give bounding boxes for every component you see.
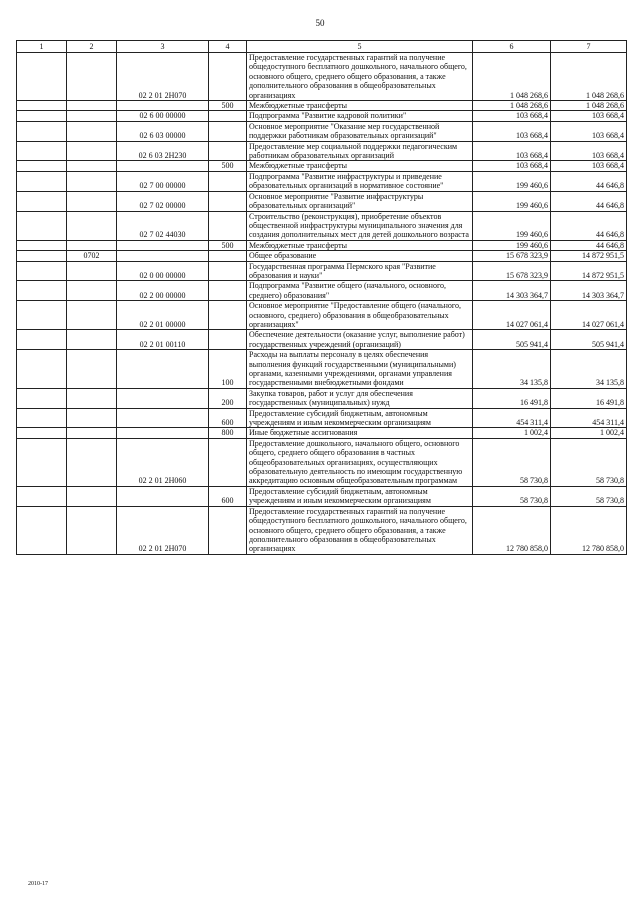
amount-col6-cell: 12 780 858,0: [473, 506, 551, 554]
empty-cell: [17, 281, 67, 301]
table-row: [17, 330, 627, 350]
amount-col6-cell: 1 048 268,6: [473, 53, 551, 101]
expense-type-cell: 800: [209, 428, 247, 438]
amount-col7-cell: 454 311,4: [551, 408, 627, 428]
section-code-cell: [67, 191, 117, 211]
section-code-cell: [67, 240, 117, 250]
target-article-cell: [117, 101, 209, 111]
name-cell: Предоставление дошкольного, начального общего, основного общего, среднего общего образования в частных общеобразовательных организациях, осуществляющих образовательную деятельность по имеющим государственную аккредитацию основным общеобразовательным программам: [247, 438, 473, 486]
amount-col6-cell: 58 730,8: [473, 438, 551, 486]
table-row: [17, 53, 627, 101]
table-row: [17, 121, 627, 141]
section-code-cell: [67, 330, 117, 350]
target-article-cell: 02 7 02 44030: [117, 211, 209, 240]
expense-type-cell: [209, 301, 247, 330]
expense-type-cell: [209, 281, 247, 301]
name-cell: Основное мероприятие "Предоставление общего (начального, основного, среднего) образования в общеобразовательных организациях": [247, 301, 473, 330]
expense-type-cell: [209, 121, 247, 141]
section-code-cell: [67, 506, 117, 554]
name-cell: Расходы на выплаты персоналу в целях обеспечения выполнения функций государственными (муниципальными) органами, казенными учреждениями, органами управления государственными внебюджетными фондами: [247, 350, 473, 389]
target-article-cell: 02 2 00 00000: [117, 281, 209, 301]
amount-col7-cell: 34 135,8: [551, 350, 627, 389]
target-article-cell: [117, 486, 209, 506]
amount-col6-cell: 58 730,8: [473, 486, 551, 506]
amount-col7-cell: 14 872 951,5: [551, 261, 627, 281]
empty-cell: [17, 350, 67, 389]
footer-code: 2010-17: [28, 881, 48, 887]
column-header: 2: [67, 41, 117, 53]
amount-col6-cell: 14 303 364,7: [473, 281, 551, 301]
name-cell: Подпрограмма "Развитие инфраструктуры и приведение образовательных организаций в нормативное состояние": [247, 171, 473, 191]
target-article-cell: [117, 388, 209, 408]
expense-type-cell: [209, 211, 247, 240]
amount-col6-cell: 34 135,8: [473, 350, 551, 389]
empty-cell: [17, 438, 67, 486]
name-cell: Межбюджетные трансферты: [247, 240, 473, 250]
name-cell: Межбюджетные трансферты: [247, 161, 473, 171]
amount-col7-cell: 58 730,8: [551, 486, 627, 506]
target-article-cell: 02 2 01 2Н070: [117, 53, 209, 101]
table-row: [17, 161, 627, 171]
table-row: [17, 438, 627, 486]
budget-table: [16, 40, 627, 555]
table-row: [17, 506, 627, 554]
table-row: [17, 251, 627, 261]
header-row: [17, 41, 627, 53]
name-cell: Предоставление государственных гарантий на получение общедоступного бесплатного дошкольного, начального общего, основного общего, среднего общего образования, а также дополнительного образования в общеобразовательных организациях: [247, 53, 473, 101]
target-article-cell: 02 6 03 2Н230: [117, 141, 209, 161]
empty-cell: [17, 211, 67, 240]
expense-type-cell: [209, 261, 247, 281]
name-cell: Обеспечение деятельности (оказание услуг, выполнение работ) государственных учреждений (организаций): [247, 330, 473, 350]
amount-col6-cell: 199 460,6: [473, 171, 551, 191]
empty-cell: [17, 191, 67, 211]
expense-type-cell: [209, 191, 247, 211]
empty-cell: [17, 53, 67, 101]
expense-type-cell: 500: [209, 101, 247, 111]
amount-col7-cell: 103 668,4: [551, 141, 627, 161]
table-row: [17, 261, 627, 281]
empty-cell: [17, 111, 67, 121]
section-code-cell: [67, 301, 117, 330]
table-row: [17, 301, 627, 330]
empty-cell: [17, 428, 67, 438]
empty-cell: [17, 121, 67, 141]
amount-col6-cell: 15 678 323,9: [473, 261, 551, 281]
section-code-cell: [67, 111, 117, 121]
table-row: [17, 240, 627, 250]
section-code-cell: [67, 408, 117, 428]
section-code-cell: [67, 388, 117, 408]
section-code-cell: [67, 486, 117, 506]
name-cell: Строительство (реконструкция), приобретение объектов общественной инфраструктуры муниципального значения для создания дополнительных мест для детей дошкольного возраста: [247, 211, 473, 240]
amount-col7-cell: 16 491,8: [551, 388, 627, 408]
expense-type-cell: 600: [209, 408, 247, 428]
expense-type-cell: [209, 438, 247, 486]
table-row: [17, 486, 627, 506]
expense-type-cell: [209, 251, 247, 261]
name-cell: Закупка товаров, работ и услуг для обеспечения государственных (муниципальных) нужд: [247, 388, 473, 408]
target-article-cell: [117, 251, 209, 261]
name-cell: Предоставление субсидий бюджетным, автономным учреждениям и иным некоммерческим организациям: [247, 486, 473, 506]
amount-col6-cell: 199 460,6: [473, 191, 551, 211]
amount-col6-cell: 103 668,4: [473, 111, 551, 121]
amount-col7-cell: 103 668,4: [551, 121, 627, 141]
section-code-cell: [67, 428, 117, 438]
empty-cell: [17, 261, 67, 281]
column-header: 5: [247, 41, 473, 53]
table-row: [17, 141, 627, 161]
empty-cell: [17, 301, 67, 330]
table-row: [17, 111, 627, 121]
amount-col6-cell: 199 460,6: [473, 211, 551, 240]
table-row: [17, 408, 627, 428]
name-cell: Подпрограмма "Развитие общего (начального, основного, среднего) образования": [247, 281, 473, 301]
table-row: [17, 191, 627, 211]
empty-cell: [17, 171, 67, 191]
amount-col6-cell: 1 048 268,6: [473, 101, 551, 111]
target-article-cell: 02 2 01 00110: [117, 330, 209, 350]
amount-col7-cell: 1 048 268,6: [551, 101, 627, 111]
column-header: 4: [209, 41, 247, 53]
target-article-cell: 02 7 02 00000: [117, 191, 209, 211]
empty-cell: [17, 486, 67, 506]
empty-cell: [17, 408, 67, 428]
amount-col7-cell: 14 027 061,4: [551, 301, 627, 330]
table-row: [17, 350, 627, 389]
empty-cell: [17, 251, 67, 261]
amount-col7-cell: 103 668,4: [551, 161, 627, 171]
empty-cell: [17, 330, 67, 350]
amount-col6-cell: 103 668,4: [473, 141, 551, 161]
empty-cell: [17, 388, 67, 408]
amount-col6-cell: 1 002,4: [473, 428, 551, 438]
column-header: 6: [473, 41, 551, 53]
section-code-cell: [67, 101, 117, 111]
empty-cell: [17, 161, 67, 171]
expense-type-cell: 100: [209, 350, 247, 389]
expense-type-cell: [209, 506, 247, 554]
name-cell: Государственная программа Пермского края "Развитие образования и науки": [247, 261, 473, 281]
target-article-cell: 02 7 00 00000: [117, 171, 209, 191]
table-row: [17, 281, 627, 301]
expense-type-cell: [209, 171, 247, 191]
name-cell: Основное мероприятие "Развитие инфраструктуры образовательных организаций": [247, 191, 473, 211]
amount-col6-cell: 103 668,4: [473, 161, 551, 171]
expense-type-cell: 500: [209, 161, 247, 171]
amount-col7-cell: 44 646,8: [551, 171, 627, 191]
amount-col7-cell: 58 730,8: [551, 438, 627, 486]
amount-col6-cell: 15 678 323,9: [473, 251, 551, 261]
section-code-cell: [67, 350, 117, 389]
target-article-cell: 02 6 03 00000: [117, 121, 209, 141]
empty-cell: [17, 240, 67, 250]
expense-type-cell: 500: [209, 240, 247, 250]
amount-col7-cell: 14 872 951,5: [551, 251, 627, 261]
amount-col6-cell: 14 027 061,4: [473, 301, 551, 330]
amount-col6-cell: 505 941,4: [473, 330, 551, 350]
name-cell: Иные бюджетные ассигнования: [247, 428, 473, 438]
target-article-cell: [117, 350, 209, 389]
amount-col7-cell: 103 668,4: [551, 111, 627, 121]
name-cell: Предоставление субсидий бюджетным, автономным учреждениям и иным некоммерческим организациям: [247, 408, 473, 428]
table-row: [17, 171, 627, 191]
section-code-cell: [67, 53, 117, 101]
target-article-cell: [117, 240, 209, 250]
amount-col6-cell: 103 668,4: [473, 121, 551, 141]
section-code-cell: [67, 121, 117, 141]
section-code-cell: [67, 281, 117, 301]
target-article-cell: 02 2 01 2Н060: [117, 438, 209, 486]
amount-col7-cell: 12 780 858,0: [551, 506, 627, 554]
amount-col7-cell: 44 646,8: [551, 211, 627, 240]
amount-col7-cell: 44 646,8: [551, 191, 627, 211]
target-article-cell: 02 2 01 00000: [117, 301, 209, 330]
target-article-cell: [117, 428, 209, 438]
table-row: [17, 211, 627, 240]
table-row: [17, 388, 627, 408]
empty-cell: [17, 506, 67, 554]
amount-col7-cell: 14 303 364,7: [551, 281, 627, 301]
table-row: [17, 101, 627, 111]
section-code-cell: [67, 161, 117, 171]
name-cell: Предоставление мер социальной поддержки педагогическим работникам образовательных организаций: [247, 141, 473, 161]
column-header: 3: [117, 41, 209, 53]
expense-type-cell: [209, 111, 247, 121]
expense-type-cell: [209, 53, 247, 101]
empty-cell: [17, 101, 67, 111]
expense-type-cell: 200: [209, 388, 247, 408]
table-row: [17, 428, 627, 438]
name-cell: Основное мероприятие "Оказание мер государственной поддержки работникам образовательных организаций": [247, 121, 473, 141]
expense-type-cell: [209, 141, 247, 161]
target-article-cell: [117, 161, 209, 171]
page-number: 50: [315, 18, 325, 28]
expense-type-cell: 600: [209, 486, 247, 506]
section-code-cell: [67, 141, 117, 161]
amount-col7-cell: 1 002,4: [551, 428, 627, 438]
amount-col6-cell: 454 311,4: [473, 408, 551, 428]
amount-col7-cell: 505 941,4: [551, 330, 627, 350]
name-cell: Межбюджетные трансферты: [247, 101, 473, 111]
target-article-cell: 02 6 00 00000: [117, 111, 209, 121]
expense-type-cell: [209, 330, 247, 350]
amount-col6-cell: 199 460,6: [473, 240, 551, 250]
column-header: 1: [17, 41, 67, 53]
empty-cell: [17, 141, 67, 161]
section-code-cell: 0702: [67, 251, 117, 261]
section-code-cell: [67, 171, 117, 191]
target-article-cell: 02 2 01 2Н070: [117, 506, 209, 554]
section-code-cell: [67, 211, 117, 240]
target-article-cell: [117, 408, 209, 428]
target-article-cell: 02 0 00 00000: [117, 261, 209, 281]
name-cell: Подпрограмма "Развитие кадровой политики": [247, 111, 473, 121]
name-cell: Общее образование: [247, 251, 473, 261]
amount-col6-cell: 16 491,8: [473, 388, 551, 408]
name-cell: Предоставление государственных гарантий на получение общедоступного бесплатного дошкольного, начального общего, основного общего, среднего общего образования, а также дополнительного образования в общеобразовательных организациях: [247, 506, 473, 554]
section-code-cell: [67, 261, 117, 281]
amount-col7-cell: 1 048 268,6: [551, 53, 627, 101]
section-code-cell: [67, 438, 117, 486]
amount-col7-cell: 44 646,8: [551, 240, 627, 250]
column-header: 7: [551, 41, 627, 53]
